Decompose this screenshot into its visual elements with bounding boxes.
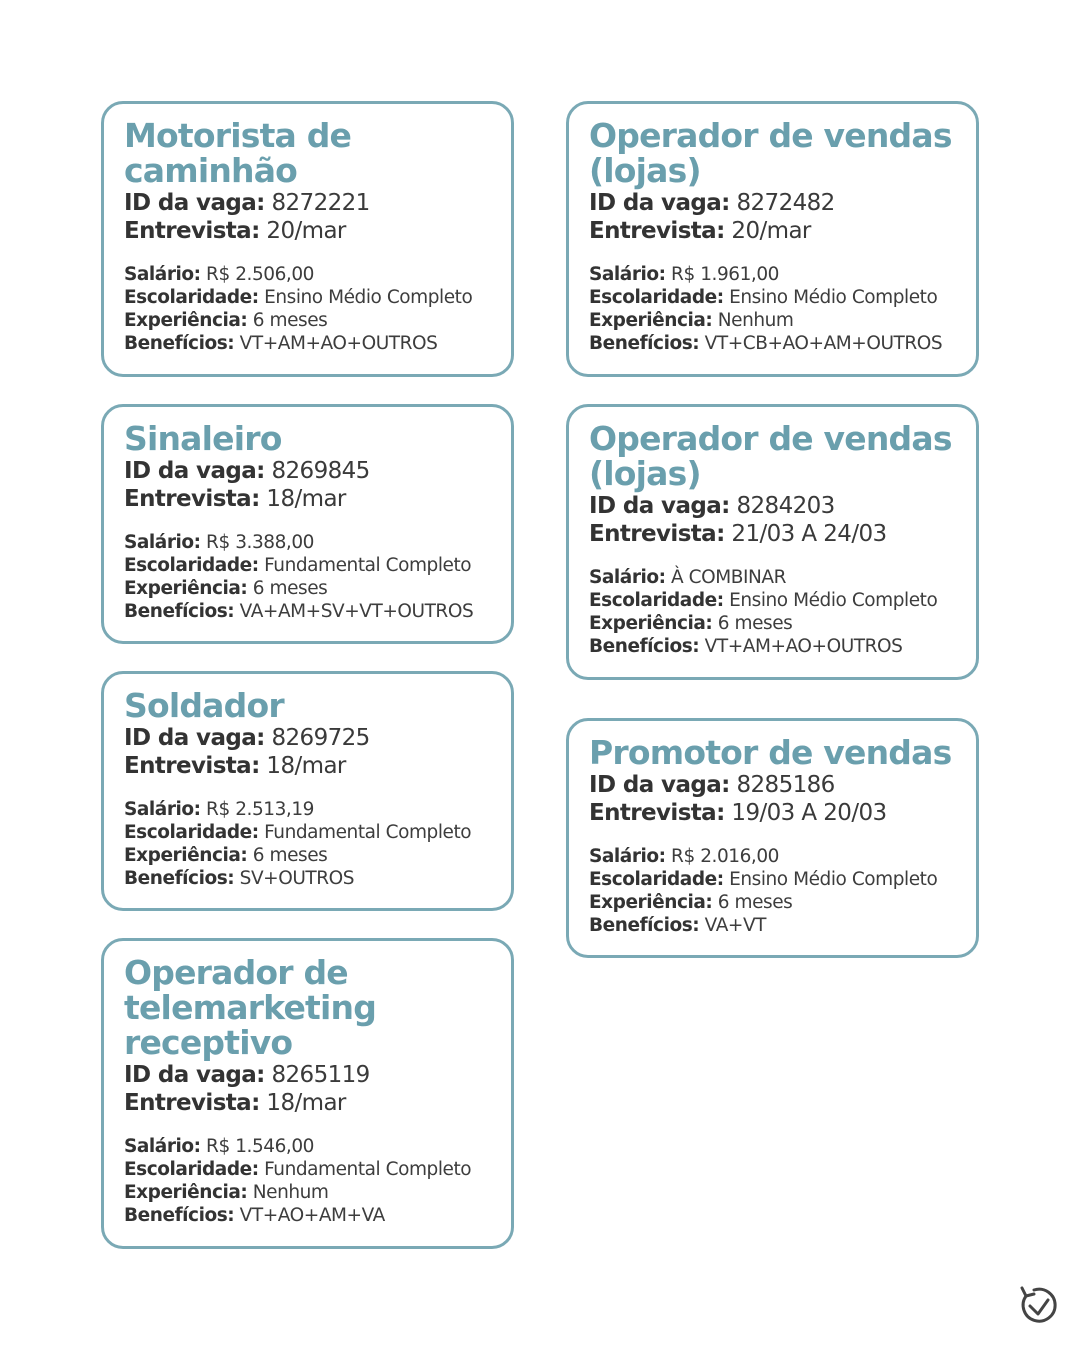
job-id-label: ID da vaga:: [589, 190, 730, 216]
job-salary-label: Salário:: [124, 1136, 201, 1157]
job-title: Operador de vendas (lojas): [589, 116, 952, 190]
job-interview-row: [589, 799, 958, 827]
job-education-row: [124, 554, 493, 577]
job-experience-row: [589, 612, 958, 635]
job-card-operador-vendas-2: [566, 404, 979, 680]
job-benefits-label: Benefícios:: [124, 333, 235, 354]
job-experience-value: 6 meses: [252, 845, 328, 866]
job-benefits-value: SV+OUTROS: [239, 868, 355, 889]
job-benefits-value: VA+VT: [704, 915, 767, 936]
job-salary-label: Salário:: [124, 799, 201, 820]
job-experience-label: Experiência:: [589, 310, 713, 331]
job-benefits-row: [124, 867, 493, 890]
job-experience-label: Experiência:: [124, 1182, 248, 1203]
job-id-value: 8272482: [736, 190, 835, 216]
job-salary-row: [124, 531, 493, 554]
job-education-label: Escolaridade:: [589, 869, 724, 890]
job-interview-row: [589, 217, 958, 245]
job-interview-label: Entrevista:: [124, 486, 260, 512]
job-education-value: Fundamental Completo: [264, 822, 472, 843]
job-benefits-row: [124, 332, 493, 355]
job-id-label: ID da vaga:: [589, 772, 730, 798]
job-benefits-label: Benefícios:: [124, 868, 235, 889]
job-salary-label: Salário:: [589, 846, 666, 867]
job-id-value: 8284203: [736, 493, 835, 519]
job-title: Operador de vendas (lojas): [589, 419, 952, 493]
job-benefits-label: Benefícios:: [124, 601, 235, 622]
job-interview-value: 18/mar: [266, 486, 346, 512]
job-title: Promotor de vendas: [589, 733, 952, 772]
job-experience-row: [124, 577, 493, 600]
job-benefits-label: Benefícios:: [589, 333, 700, 354]
job-education-label: Escolaridade:: [589, 590, 724, 611]
job-id-label: ID da vaga:: [589, 493, 730, 519]
job-id-row: [124, 189, 493, 217]
job-experience-value: 6 meses: [252, 578, 328, 599]
job-interview-row: [124, 485, 493, 513]
job-benefits-row: [124, 600, 493, 623]
job-education-label: Escolaridade:: [124, 1159, 259, 1180]
job-id-value: 8285186: [736, 772, 835, 798]
job-benefits-label: Benefícios:: [124, 1205, 235, 1226]
job-experience-label: Experiência:: [589, 892, 713, 913]
job-education-value: Fundamental Completo: [264, 1159, 472, 1180]
job-interview-label: Entrevista:: [124, 753, 260, 779]
job-id-value: 8265119: [271, 1062, 370, 1088]
job-experience-label: Experiência:: [124, 845, 248, 866]
job-salary-label: Salário:: [124, 264, 201, 285]
job-benefits-value: VT+CB+AO+AM+OUTROS: [704, 333, 943, 354]
job-education-value: Ensino Médio Completo: [729, 287, 938, 308]
job-salary-row: [124, 263, 493, 286]
job-education-row: [124, 286, 493, 309]
job-salary-label: Salário:: [124, 532, 201, 553]
job-interview-label: Entrevista:: [589, 218, 725, 244]
job-salary-value: R$ 2.513,19: [206, 799, 314, 820]
job-id-row: [124, 457, 493, 485]
job-experience-value: 6 meses: [717, 613, 793, 634]
job-interview-label: Entrevista:: [124, 218, 260, 244]
job-title: Sinaleiro: [124, 419, 282, 458]
job-education-value: Ensino Médio Completo: [264, 287, 473, 308]
job-experience-value: 6 meses: [717, 892, 793, 913]
job-salary-value: R$ 1.961,00: [671, 264, 779, 285]
job-benefits-row: [589, 332, 958, 355]
job-title: Motorista de caminhão: [124, 116, 352, 190]
job-experience-row: [124, 309, 493, 332]
job-card-sinaleiro: [101, 404, 514, 644]
job-experience-label: Experiência:: [589, 613, 713, 634]
job-interview-value: 19/03 A 20/03: [731, 800, 887, 826]
job-interview-row: [124, 1089, 493, 1117]
job-benefits-value: VT+AM+AO+OUTROS: [239, 333, 438, 354]
job-benefits-row: [124, 1204, 493, 1227]
job-interview-label: Entrevista:: [589, 521, 725, 547]
job-experience-label: Experiência:: [124, 310, 248, 331]
job-education-value: Fundamental Completo: [264, 555, 472, 576]
job-salary-value: R$ 2.506,00: [206, 264, 314, 285]
job-experience-value: 6 meses: [252, 310, 328, 331]
job-id-row: [124, 1061, 493, 1089]
job-interview-value: 18/mar: [266, 1090, 346, 1116]
job-card-operador-vendas-1: [566, 101, 979, 377]
job-education-row: [589, 868, 958, 891]
job-card-telemarketing: [101, 938, 514, 1249]
job-interview-label: Entrevista:: [589, 800, 725, 826]
job-title: Operador de telemarketing receptivo: [124, 953, 377, 1062]
job-experience-label: Experiência:: [124, 578, 248, 599]
job-education-label: Escolaridade:: [589, 287, 724, 308]
job-id-value: 8269725: [271, 725, 370, 751]
brand-logo-icon: [1014, 1280, 1060, 1328]
job-education-label: Escolaridade:: [124, 555, 259, 576]
job-benefits-row: [589, 635, 958, 658]
job-benefits-value: VT+AM+AO+OUTROS: [704, 636, 903, 657]
job-id-label: ID da vaga:: [124, 190, 265, 216]
job-experience-value: Nenhum: [252, 1182, 329, 1203]
job-interview-value: 18/mar: [266, 753, 346, 779]
job-salary-row: [589, 566, 958, 589]
job-benefits-label: Benefícios:: [589, 915, 700, 936]
job-card-soldador: [101, 671, 514, 911]
job-interview-value: 20/mar: [266, 218, 346, 244]
job-benefits-value: VA+AM+SV+VT+OUTROS: [239, 601, 474, 622]
job-education-value: Ensino Médio Completo: [729, 590, 938, 611]
job-experience-row: [124, 844, 493, 867]
job-id-row: [589, 771, 958, 799]
job-salary-row: [589, 263, 958, 286]
job-interview-row: [124, 217, 493, 245]
job-benefits-row: [589, 914, 958, 937]
job-interview-row: [589, 520, 958, 548]
job-education-label: Escolaridade:: [124, 822, 259, 843]
job-id-label: ID da vaga:: [124, 1062, 265, 1088]
job-id-label: ID da vaga:: [124, 458, 265, 484]
job-experience-value: Nenhum: [717, 310, 794, 331]
job-experience-row: [589, 891, 958, 914]
job-salary-value: R$ 3.388,00: [206, 532, 314, 553]
job-card-promotor-vendas: [566, 718, 979, 958]
job-education-value: Ensino Médio Completo: [729, 869, 938, 890]
job-salary-value: R$ 1.546,00: [206, 1136, 314, 1157]
job-title: Soldador: [124, 686, 284, 725]
job-id-row: [589, 492, 958, 520]
job-experience-row: [589, 309, 958, 332]
job-salary-value: À COMBINAR: [671, 567, 787, 588]
job-salary-row: [589, 845, 958, 868]
job-salary-row: [124, 1135, 493, 1158]
job-education-row: [124, 1158, 493, 1181]
job-salary-value: R$ 2.016,00: [671, 846, 779, 867]
job-interview-row: [124, 752, 493, 780]
job-salary-row: [124, 798, 493, 821]
job-education-row: [589, 286, 958, 309]
job-salary-label: Salário:: [589, 264, 666, 285]
job-experience-row: [124, 1181, 493, 1204]
job-salary-label: Salário:: [589, 567, 666, 588]
job-id-row: [589, 189, 958, 217]
job-interview-value: 21/03 A 24/03: [731, 521, 887, 547]
job-id-label: ID da vaga:: [124, 725, 265, 751]
job-id-value: 8269845: [271, 458, 370, 484]
job-id-value: 8272221: [271, 190, 370, 216]
job-education-row: [124, 821, 493, 844]
job-card-motorista: [101, 101, 514, 377]
job-interview-value: 20/mar: [731, 218, 811, 244]
job-id-row: [124, 724, 493, 752]
job-benefits-label: Benefícios:: [589, 636, 700, 657]
job-benefits-value: VT+AO+AM+VA: [239, 1205, 385, 1226]
job-education-row: [589, 589, 958, 612]
job-education-label: Escolaridade:: [124, 287, 259, 308]
job-interview-label: Entrevista:: [124, 1090, 260, 1116]
